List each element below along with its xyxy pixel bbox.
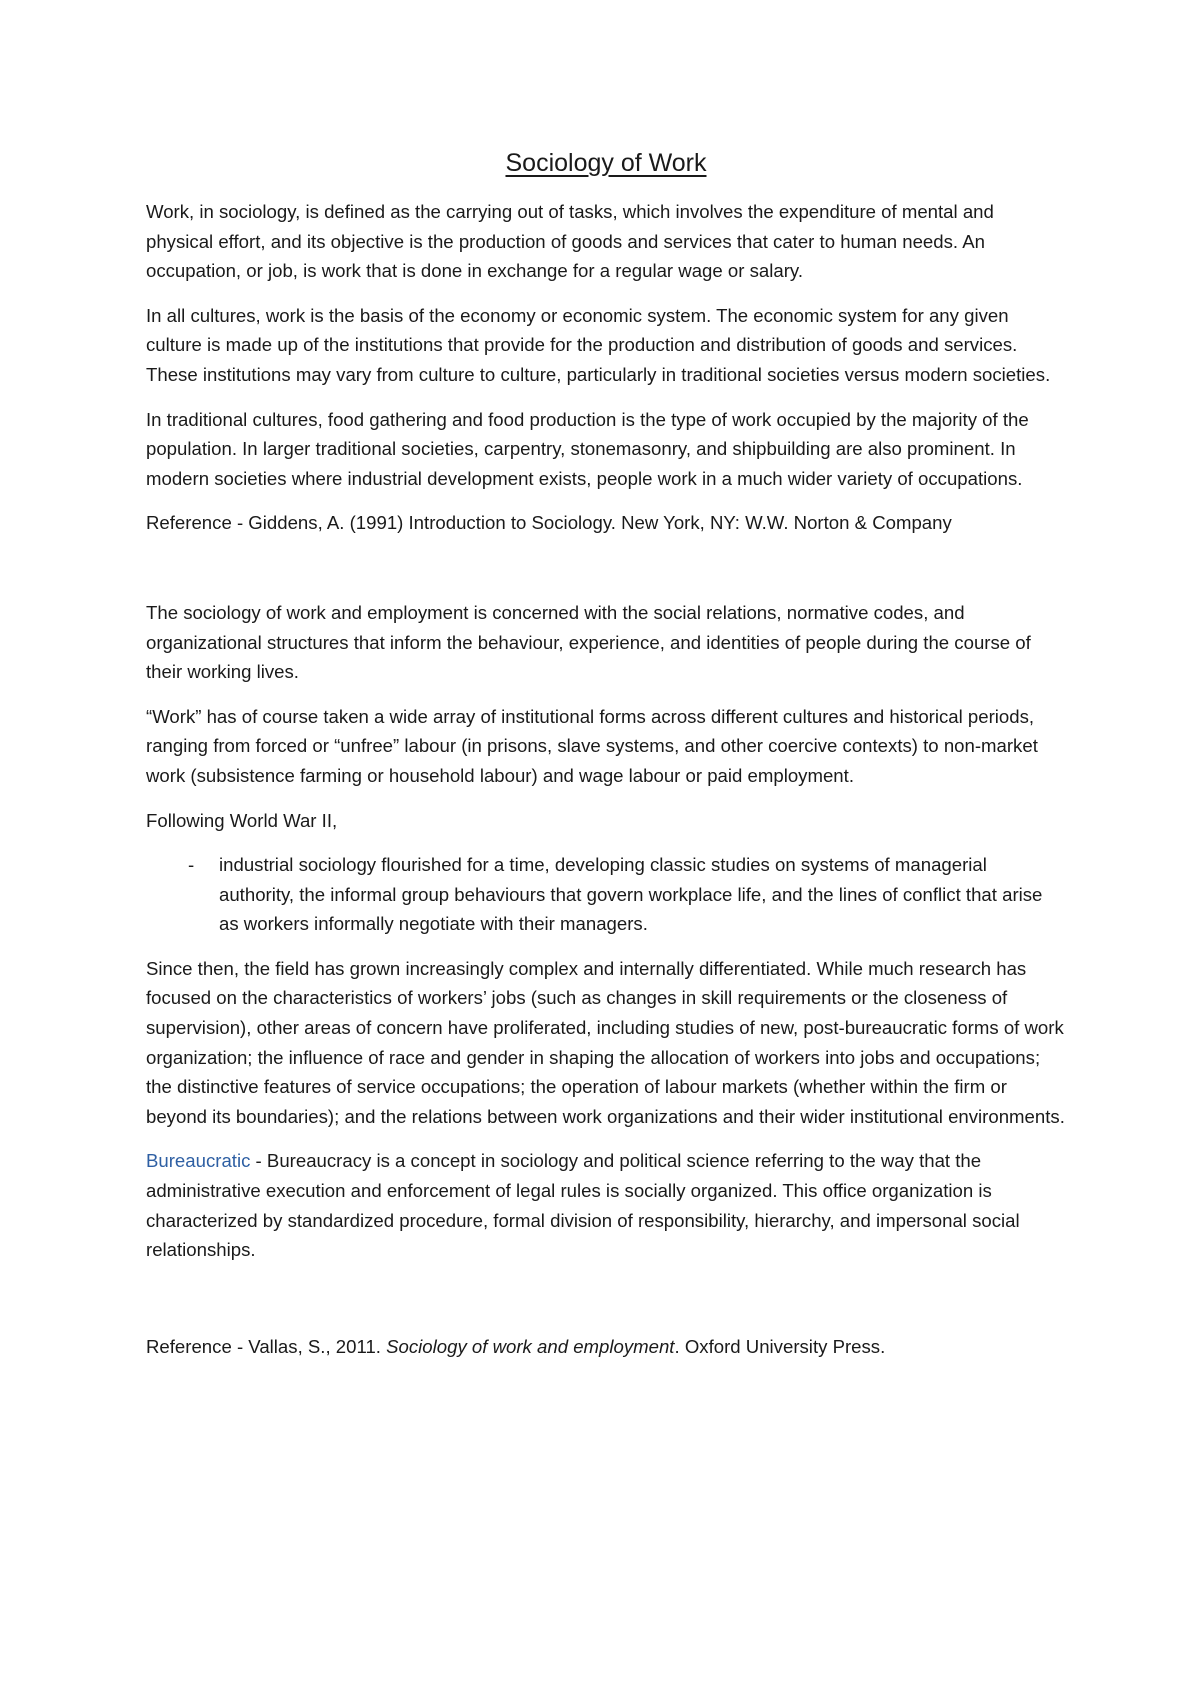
reference-vallas	[146, 1332, 1066, 1362]
bureaucratic-definition: - Bureaucracy is a concept in sociology and political science referring to the way that the administrative execution and enforcement of legal rules is socially organized. This office organization is characterized by standardized procedure, formal division of responsibility, hierarchy, and impersonal social relationships.	[146, 1150, 1020, 1261]
bureaucratic-term: Bureaucratic	[146, 1150, 251, 1172]
list-item	[146, 850, 1066, 939]
bullet-list	[146, 850, 1066, 939]
reference-vallas-prefix: Reference - Vallas, S., 2011.	[146, 1335, 387, 1357]
reference-vallas-title: Sociology of work and employment	[386, 1335, 675, 1357]
bullet-dash: -	[188, 854, 195, 876]
paragraph-sociology-of-employment: The sociology of work and employment is concerned with the social relations, normative codes, and organizational structures that inform the behaviour, experience, and identities of people during the course of their working lives.	[146, 601, 1031, 683]
paragraph-work-definition: Work, in sociology, is defined as the carrying out of tasks, which involves the expenditure of mental and physical effort, and its objective is the production of goods and services that cater to human needs. An occupation, or job, is work that is done in exchange for a regular wage or salary.	[146, 201, 994, 282]
bullet-text: industrial sociology flourished for a time, developing classic studies on systems of managerial authority, the informal group behaviours that govern workplace life, and the lines of conflict that arise as workers informally negotiate with their managers.	[219, 854, 1043, 935]
paragraph-economic-system: In all cultures, work is the basis of the economy or economic system. The economic system for any given culture is made up of the institutions that provide for the production and distribution of goods and services. These institutions may vary from culture to culture, particularly in traditional societies versus modern societies.	[146, 304, 1051, 385]
paragraph-following-ww2: Following World War II,	[146, 809, 338, 831]
paragraph-field-growth: Since then, the field has grown increasingly complex and internally differentiated. While much research has focused on the characteristics of workers’ jobs (such as changes in skill requirements or the closeness of supervision), other areas of concern have proliferated, including studies of new, post-bureaucratic forms of work organization; the influence of race and gender in shaping the allocation of workers into jobs and occupations; the distinctive features of service occupations; the operation of labour markets (whether within the firm or beyond its boundaries); and the relations between work organizations and their wider institutional environments.	[146, 957, 1065, 1127]
spacer	[146, 553, 1066, 598]
document-body	[146, 145, 1066, 1376]
reference-giddens: Reference - Giddens, A. (1991) Introduction to Sociology. New York, NY: W.W. Norton & Company	[146, 512, 952, 534]
page-title: Sociology of Work	[505, 149, 707, 177]
paragraph-bureaucratic	[146, 1146, 1066, 1264]
spacer	[146, 1280, 1066, 1332]
paragraph-traditional-cultures: In traditional cultures, food gathering and food production is the type of work occupied by the majority of the population. In larger traditional societies, carpentry, stonemasonry, and shipbuilding are also prominent. In modern societies where industrial development exists, people work in a much wider variety of occupations.	[146, 408, 1029, 489]
reference-vallas-suffix: . Oxford University Press.	[674, 1335, 886, 1357]
paragraph-institutional-forms: “Work” has of course taken a wide array of institutional forms across different cultures and historical periods, ranging from forced or “unfree” labour (in prisons, slave systems, and other coercive contexts) to non-market work (subsistence farming or household labour) and wage labour or paid employment.	[146, 705, 1038, 786]
